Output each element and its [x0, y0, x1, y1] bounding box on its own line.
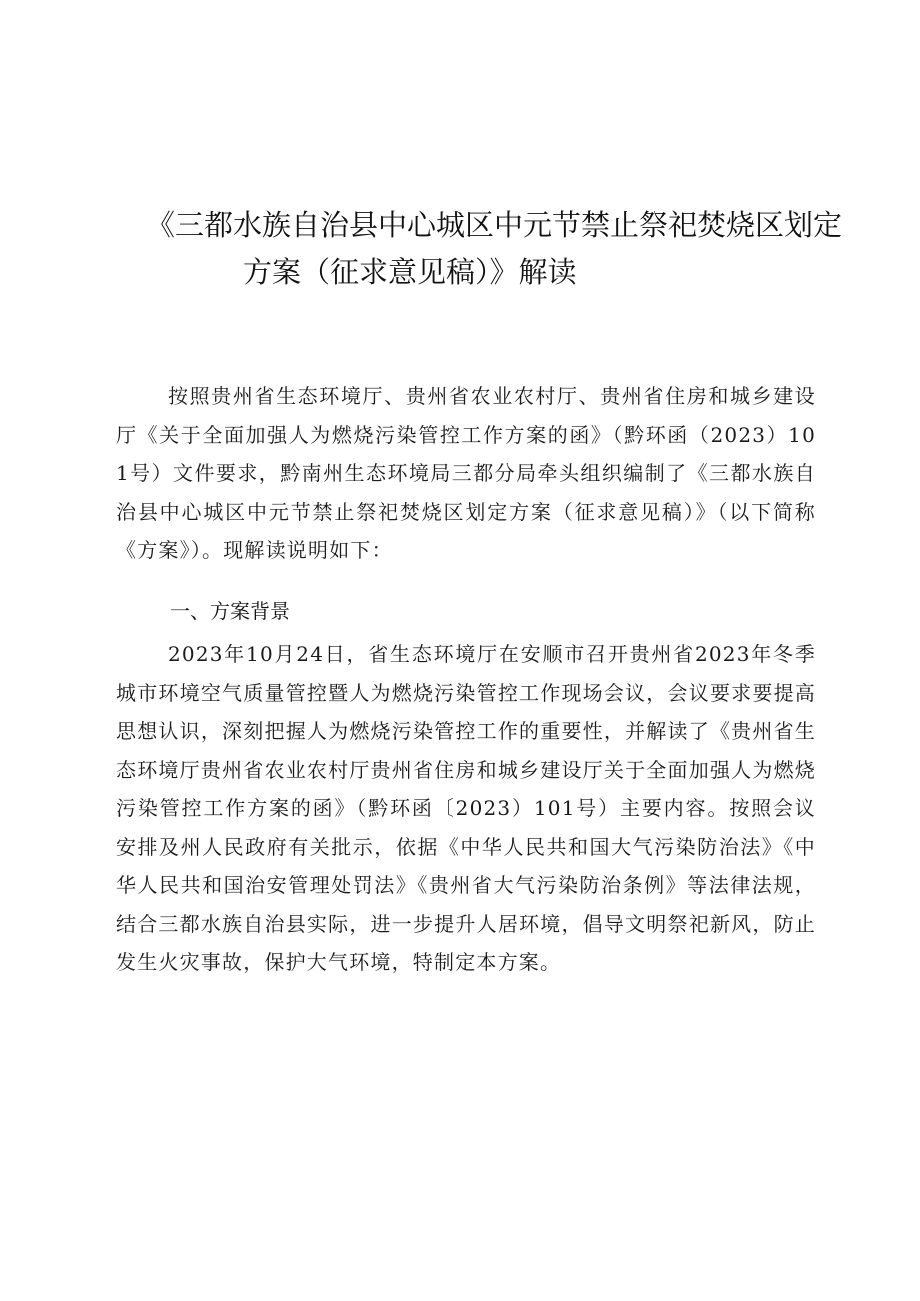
intro-paragraph: 按照贵州省生态环境厅、贵州省农业农村厅、贵州省住房和城乡建设厅《关于全面加强人为燃烧污染管控工作方案的函》（黔环函（2023）101号）文件要求，黔南州生态环境局三都分局牵头组织编制了《三都水族自治县中心城区中元节禁止祭祀焚烧区划定方案（征求意见稿）》（以下简称《方案》）。现解读说明如下： [116, 384, 816, 562]
section-heading-background: 一、方案背景 [170, 599, 290, 623]
document-title-line-1: 《三都水族自治县中心城区中元节禁止祭祀焚烧区划定 [146, 208, 843, 242]
document-title-line-2: 方案（征求意见稿）》解读 [243, 255, 577, 289]
background-paragraph: 2023年10月24日，省生态环境厅在安顺市召开贵州省2023年冬季城市环境空气质量管控暨人为燃烧污染管控工作现场会议，会议要求要提高思想认识，深刻把握人为燃烧污染管控工作的重要性，并解读了《贵州省生态环境厅贵州省农业农村厅贵州省住房和城乡建设厅关于全面加强人为燃烧污染管控工作方案的函》（黔环函〔2023）101号）主要内容。按照会议安排及州人民政府有关批示，依据《中华人民共和国大气污染防治法》《中华人民共和国治安管理处罚法》《贵州省大气污染防治条例》等法律法规，结合三都水族自治县实际，进一步提升人居环境，倡导文明祭祀新风，防止发生火灾事故，保护大气环境，特制定本方案。 [116, 642, 816, 974]
